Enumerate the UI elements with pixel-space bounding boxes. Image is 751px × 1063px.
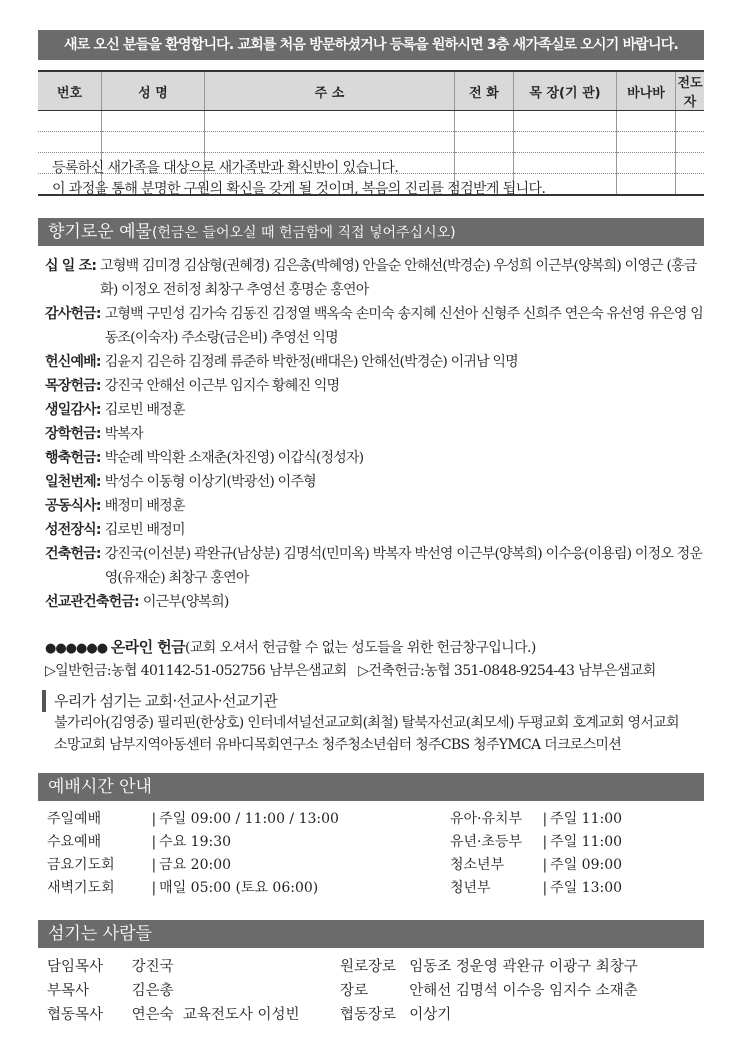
offering-label: 십 일 조: — [45, 258, 97, 274]
offering-row — [45, 494, 710, 518]
serving-line: 소망교회 남부지역아동센터 유바디목회연구소 청주청소년쉼터 청주CBS 청주YMCA 더크로스미션 — [54, 737, 622, 753]
offering-title: 향기로운 예물 — [48, 222, 152, 242]
schedule-right — [450, 808, 622, 900]
col-name: 성 명 — [102, 71, 205, 111]
col-barnabas: 바나바 — [617, 71, 676, 111]
schedule-name: 청소년부 — [450, 857, 505, 873]
online-offering-title: 온라인 헌금 — [110, 638, 185, 656]
offering-label: 성전장식: — [45, 522, 101, 538]
dots-icon: ●●●●●● — [45, 641, 108, 656]
table-row — [38, 111, 704, 132]
offering-row — [45, 422, 710, 446]
offering-row — [45, 350, 710, 374]
schedule-time: 매일 05:00 (토요 06:00) — [159, 880, 319, 896]
col-evangelist: 전도자 — [676, 71, 705, 111]
schedule-time: 주일 09:00 — [550, 857, 623, 873]
staff-names: 임동조 정운영 곽완규 이광구 최창구 — [409, 959, 638, 975]
schedule-time: 주일 11:00 — [550, 834, 623, 850]
col-number: 번호 — [38, 71, 102, 111]
offering-section-title — [38, 218, 704, 246]
staff-names: 안해선 김명석 이수응 임지수 소재춘 — [409, 983, 638, 999]
schedule-time: 주일 09:00 / 11:00 / 13:00 — [159, 811, 339, 827]
serving-line: 불가리아(김영중) 필리핀(한상호) 인터네셔널선교교회(최철) 탈북자선교(최모세) 두평교회 호계교회 영서교회 — [54, 715, 679, 731]
staff-row — [47, 1003, 300, 1027]
edu-role: 교육전도사 — [182, 1007, 253, 1023]
staff-row — [340, 955, 638, 979]
offering-names: 박순례 박익환 소재춘(차진영) 이갑식(정성자) — [104, 450, 364, 466]
schedule-time: 주일 13:00 — [550, 880, 623, 896]
col-phone: 전 화 — [455, 71, 514, 111]
general-account: ▷일반헌금:농협 401142-51-052756 남부은샘교회 — [45, 663, 347, 679]
schedule-name: 금요기도회 — [47, 857, 115, 873]
offering-names: 김로빈 배정훈 — [104, 402, 185, 418]
registration-header-row — [38, 71, 704, 111]
offering-row — [45, 398, 710, 422]
schedule-row: 청소년부 | 주일 09:00 — [450, 854, 622, 877]
schedule-name: 유년·초등부 — [450, 834, 523, 850]
offering-subtitle: (헌금은 들어오실 때 헌금함에 직접 넣어주십시오) — [151, 225, 456, 241]
offering-label: 장학헌금: — [45, 426, 101, 442]
schedule-row: 주일예배 | 주일 09:00 / 11:00 / 13:00 — [47, 808, 339, 831]
online-offering-note: (교회 오셔서 헌금할 수 없는 성도들을 위한 헌금창구입니다.) — [185, 640, 536, 656]
schedule-row: 유년·초등부 | 주일 11:00 — [450, 831, 622, 854]
schedule-name: 유아·유치부 — [450, 811, 523, 827]
offering-row — [45, 542, 710, 590]
offering-label: 선교관건축헌금: — [45, 594, 139, 610]
schedule-name: 청년부 — [450, 880, 491, 896]
offering-names: 이근부(양복희) — [142, 594, 229, 610]
offering-row — [45, 302, 710, 350]
schedule-row: 새벽기도회 | 매일 05:00 (토요 06:00) — [47, 877, 339, 900]
online-offering — [45, 636, 656, 682]
schedule-row: 청년부 | 주일 13:00 — [450, 877, 622, 900]
schedule-left — [47, 808, 339, 900]
offering-names: 김윤지 김은하 김정례 류준하 박한정(배대은) 안해선(박경순) 이귀남 익명 — [104, 354, 518, 370]
col-group: 목 장(기 관) — [514, 71, 617, 111]
offering-names: 박성수 이동형 이상기(박광선) 이주형 — [104, 474, 316, 490]
offering-names: 고형백 김미경 김삼형(권혜경) 김은총(박혜영) 안을순 안해선(박경순) 우성희 이근부(양복희) 이영근 (홍금화) 이정오 전히정 최창구 추영선 홍명순 홍연아 — [100, 258, 697, 298]
offering-label: 생일감사: — [45, 402, 101, 418]
staff-title: 섬기는 사람들 — [38, 920, 704, 948]
staff-role: 협동장로 — [340, 1007, 397, 1023]
schedule-name: 주일예배 — [47, 811, 102, 827]
schedule-name: 수요예배 — [47, 834, 102, 850]
schedule-row: 금요기도회 | 금요 20:00 — [47, 854, 339, 877]
schedule-time: 주일 11:00 — [550, 811, 623, 827]
offering-row — [45, 470, 710, 494]
col-address: 주 소 — [205, 71, 455, 111]
serving-section — [42, 690, 679, 756]
offering-row — [45, 254, 710, 302]
schedule-row: 수요예배 | 수요 19:30 — [47, 831, 339, 854]
staff-role: 담임목사 — [47, 959, 104, 975]
offering-label: 공동식사: — [45, 498, 101, 514]
staff-left — [47, 955, 300, 1027]
offering-names: 배정미 배정훈 — [104, 498, 185, 514]
offering-row — [45, 446, 710, 470]
building-account: ▷건축헌금:농협 351-0848-9254-43 남부은샘교회 — [358, 663, 656, 679]
staff-role: 부목사 — [47, 983, 90, 999]
table-row — [38, 132, 704, 153]
note-line: 등록하신 새가족을 대상으로 새가족반과 확신반이 있습니다. — [52, 160, 399, 176]
staff-role: 협동목사 — [47, 1007, 104, 1023]
edu-name: 이성빈 — [257, 1007, 300, 1023]
offering-row — [45, 590, 710, 614]
staff-right — [340, 955, 638, 1027]
schedule-time: 수요 19:30 — [159, 834, 232, 850]
schedule-title: 예배시간 안내 — [38, 773, 704, 801]
offering-label: 목장헌금: — [45, 378, 101, 394]
registration-note — [52, 158, 545, 200]
schedule-row: 유아·유치부 | 주일 11:00 — [450, 808, 622, 831]
offering-label: 건축헌금: — [45, 546, 101, 562]
offering-names: 박복자 — [104, 426, 143, 442]
staff-names: 김은총 — [131, 983, 174, 999]
staff-names: 연은숙 — [131, 1007, 174, 1023]
offering-names: 강진국(이선분) 곽완규(남상분) 김명석(민미옥) 박복자 박선영 이근부(양복희) 이수응(이용림) 이정오 정운영(유재순) 최창구 홍연아 — [104, 546, 703, 586]
staff-row — [340, 1003, 638, 1027]
schedule-time: 금요 20:00 — [159, 857, 232, 873]
staff-names: 이상기 — [409, 1007, 452, 1023]
staff-row — [47, 979, 300, 1003]
schedule-name: 새벽기도회 — [47, 880, 115, 896]
serving-title: 우리가 섬기는 교회·선교사·선교기관 — [42, 690, 679, 712]
staff-row — [340, 979, 638, 1003]
offering-label: 일천번제: — [45, 474, 101, 490]
staff-role: 원로장로 — [340, 959, 397, 975]
staff-row — [47, 955, 300, 979]
offering-label: 헌신예배: — [45, 354, 101, 370]
staff-role: 장로 — [340, 983, 369, 999]
note-line: 이 과정을 통해 분명한 구원의 확신을 갖게 될 것이며, 복음의 진리를 점검받게 됩니다. — [52, 181, 546, 197]
offering-list — [45, 254, 710, 614]
offering-row — [45, 518, 710, 542]
offering-names: 고형백 구민성 김가숙 김동진 김정열 백옥숙 손미숙 송지혜 신선아 신형주 신희주 연은숙 유선영 유은영 임동조(이숙자) 주소랑(금은비) 추영선 익명 — [104, 306, 703, 346]
offering-names: 강진국 안해선 이근부 임지수 황혜진 익명 — [104, 378, 340, 394]
welcome-banner: 새로 오신 분들을 환영합니다. 교회를 처음 방문하셨거나 등록을 원하시면 3층 새가족실로 오시기 바랍니다. — [38, 30, 704, 60]
offering-label: 감사헌금: — [45, 306, 101, 322]
staff-names: 강진국 — [131, 959, 174, 975]
offering-label: 행축헌금: — [45, 450, 101, 466]
offering-row — [45, 374, 710, 398]
offering-names: 김로빈 배정미 — [104, 522, 185, 538]
